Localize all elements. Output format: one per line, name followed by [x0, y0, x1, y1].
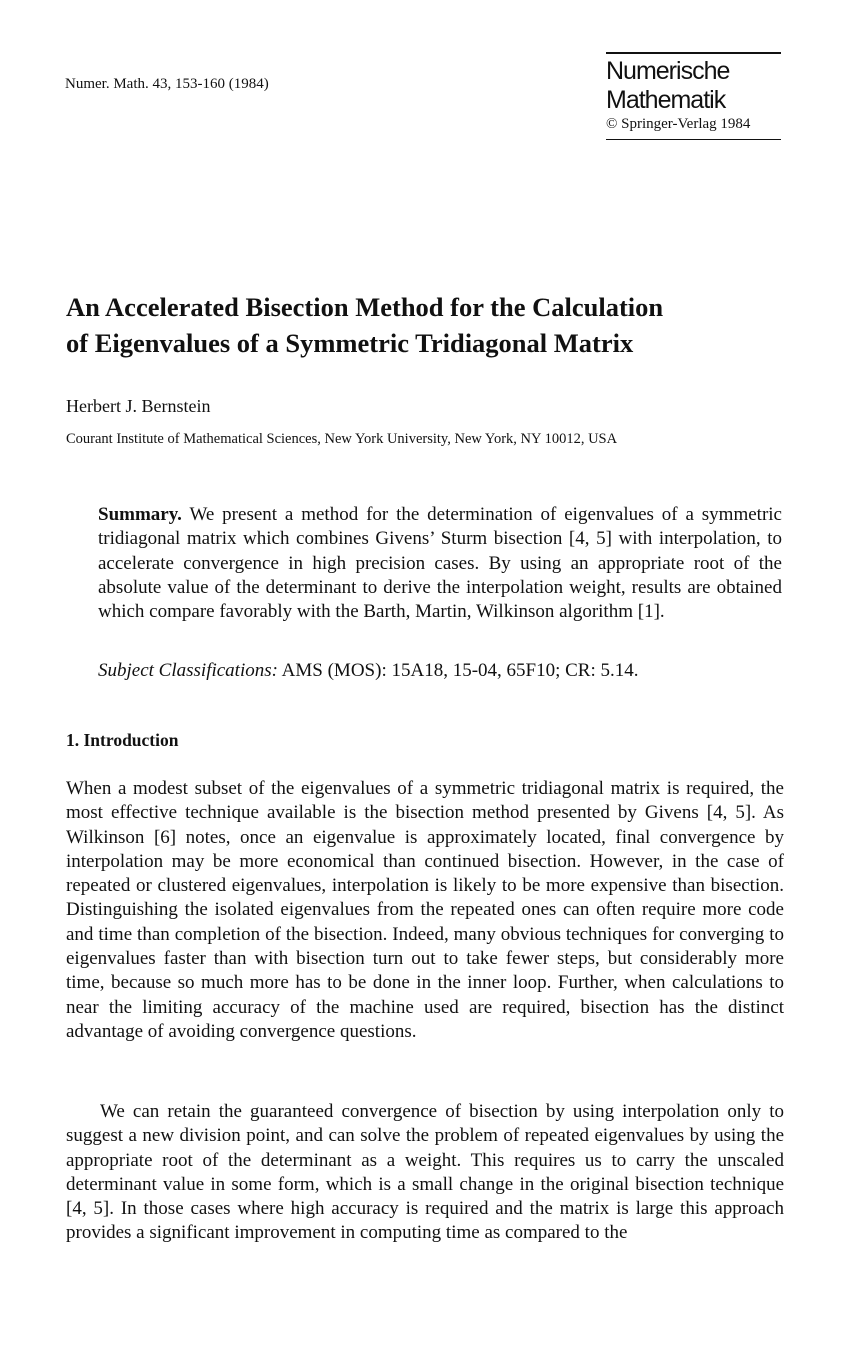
journal-masthead: [606, 52, 781, 140]
title-line-1: An Accelerated Bisection Method for the Calculation: [66, 292, 664, 322]
publisher-copyright: © Springer-Verlag 1984: [606, 116, 751, 132]
paper-title: [66, 289, 806, 361]
subject-classifications: [98, 659, 782, 683]
subjects-label: Subject Classifications:: [98, 660, 278, 681]
summary-paragraph: [98, 503, 782, 624]
section-heading: 1. Introduction: [66, 730, 179, 750]
journal-name-line2: Mathematik: [606, 86, 726, 114]
journal-name-line1: Numerische: [606, 57, 730, 85]
title-line-2: of Eigenvalues of a Symmetric Tridiagonal Matrix: [66, 328, 634, 358]
author-name: Herbert J. Bernstein: [66, 396, 211, 416]
author-affiliation: Courant Institute of Mathematical Sciences, New York University, New York, NY 10012, USA: [66, 431, 618, 447]
intro-paragraph-1: When a modest subset of the eigenvalues of a symmetric tridiagonal matrix is required, the most effective technique available is the bisection method presented by Givens [4, 5]. As Wilkinson [6] notes, once an eigenvalue is approximately located, final convergence by interpolation may be more economical than continued bisection. However, in the case of repeated or clustered eigenvalues, interpolation is likely to be more expensive than bisection. Distinguishing the isolated eigenvalues from the repeated ones can often require more code and time than completion of the bisection. Indeed, many obvious techniques for converging to eigenvalues faster than with bisection turn out to take fewer steps, but considerably more time, because so much more has to be done in the inner loop. Further, when calculations to near the limiting accuracy of the machine used are required, bisection has the distinct advantage of avoiding convergence questions.: [66, 778, 784, 1042]
journal-citation: Numer. Math. 43, 153-160 (1984): [65, 76, 269, 92]
summary-label: Summary.: [98, 504, 182, 525]
summary-text: We present a method for the determination of eigenvalues of a symmetric tridiagonal matrix which combines Givens’ Sturm bisection [4, 5] with interpolation, to accelerate convergence in high precision cases. By using an appropriate root of the absolute value of the determinant to derive the interpolation weight, results are obtained which compare favorably with the Barth, Martin, Wilkinson algorithm [1].: [98, 504, 782, 623]
masthead-bottom-rule: [606, 139, 781, 140]
masthead-top-rule: [606, 52, 781, 54]
intro-paragraph-2: We can retain the guaranteed convergence of bisection by using interpolation only to suggest a new division point, and can solve the problem of repeated eigenvalues by using the appropriate root of the determinant as a weight. This requires us to carry the unscaled determinant value in some form, which is a small change in the original bisection technique [4, 5]. In those cases where high accuracy is required and the matrix is large this approach provides a significant improvement in computing time as compared to the: [66, 1101, 784, 1244]
subjects-text: AMS (MOS): 15A18, 15-04, 65F10; CR: 5.14.: [281, 660, 639, 681]
